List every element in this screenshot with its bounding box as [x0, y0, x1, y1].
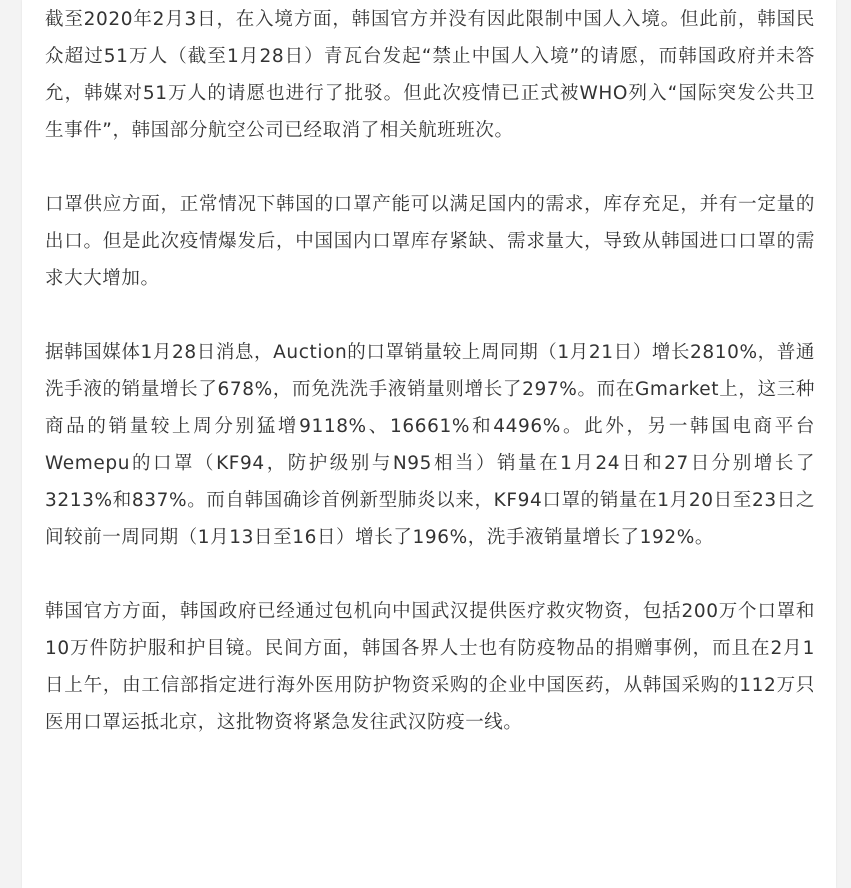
paragraph-text: 韩国官方方面，韩国政府已经通过包机向中国武汉提供医疗救灾物资，包括200万个口罩和10万件防护服和护目镜。民间方面，韩国各界人士也有防疫物品的捐赠事例，而且在2月1日上午，由工信部指定进行海外医用防护物资采购的企业中国医药，从韩国采购的112万只医用口罩运抵北京，这批物资将紧急发往武汉防疫一线。 [45, 601, 815, 733]
paragraph-text: 据韩国媒体1月28日消息，Auction的口罩销量较上周同期（1月21日）增长2810%，普通洗手液的销量增长了678%，而免洗洗手液销量则增长了297%。而在Gmarket上，这三种商品的销量较上周分别猛增9118%、16661%和4496%。此外，另一韩国电商平台Wemepu的口罩（KF94，防护级别与N95相当）销量在1月24日和27日分别增长了3213%和837%。而自韩国确诊首例新型肺炎以来，KF94口罩的销量在1月20日至23日之间较前一周同期（1月13日至16日）增长了196%，洗手液销量增长了192%。 [45, 342, 815, 548]
article-paragraph-aid [45, 593, 815, 741]
paragraph-text: 口罩供应方面，正常情况下韩国的口罩产能可以满足国内的需求，库存充足，并有一定量的出口。但是此次疫情爆发后，中国国内口罩库存紧缺、需求量大，导致从韩国进口口罩的需求大大增加。 [45, 194, 815, 289]
article-body [45, 0, 815, 741]
paragraph-text: 截至2020年2月3日，在入境方面，韩国官方并没有因此限制中国人入境。但此前，韩国民众超过51万人（截至1月28日）青瓦台发起“禁止中国人入境”的请愿，而韩国政府并未答允，韩媒对51万人的请愿也进行了批驳。但此次疫情已正式被WHO列入“国际突发公共卫生事件”，韩国部分航空公司已经取消了相关航班班次。 [45, 9, 815, 141]
article-paragraph-sales-data [45, 334, 815, 556]
article-paragraph-mask-supply [45, 186, 815, 297]
article-paragraph-entry-restrictions [45, 1, 815, 149]
article-card [22, 0, 836, 888]
